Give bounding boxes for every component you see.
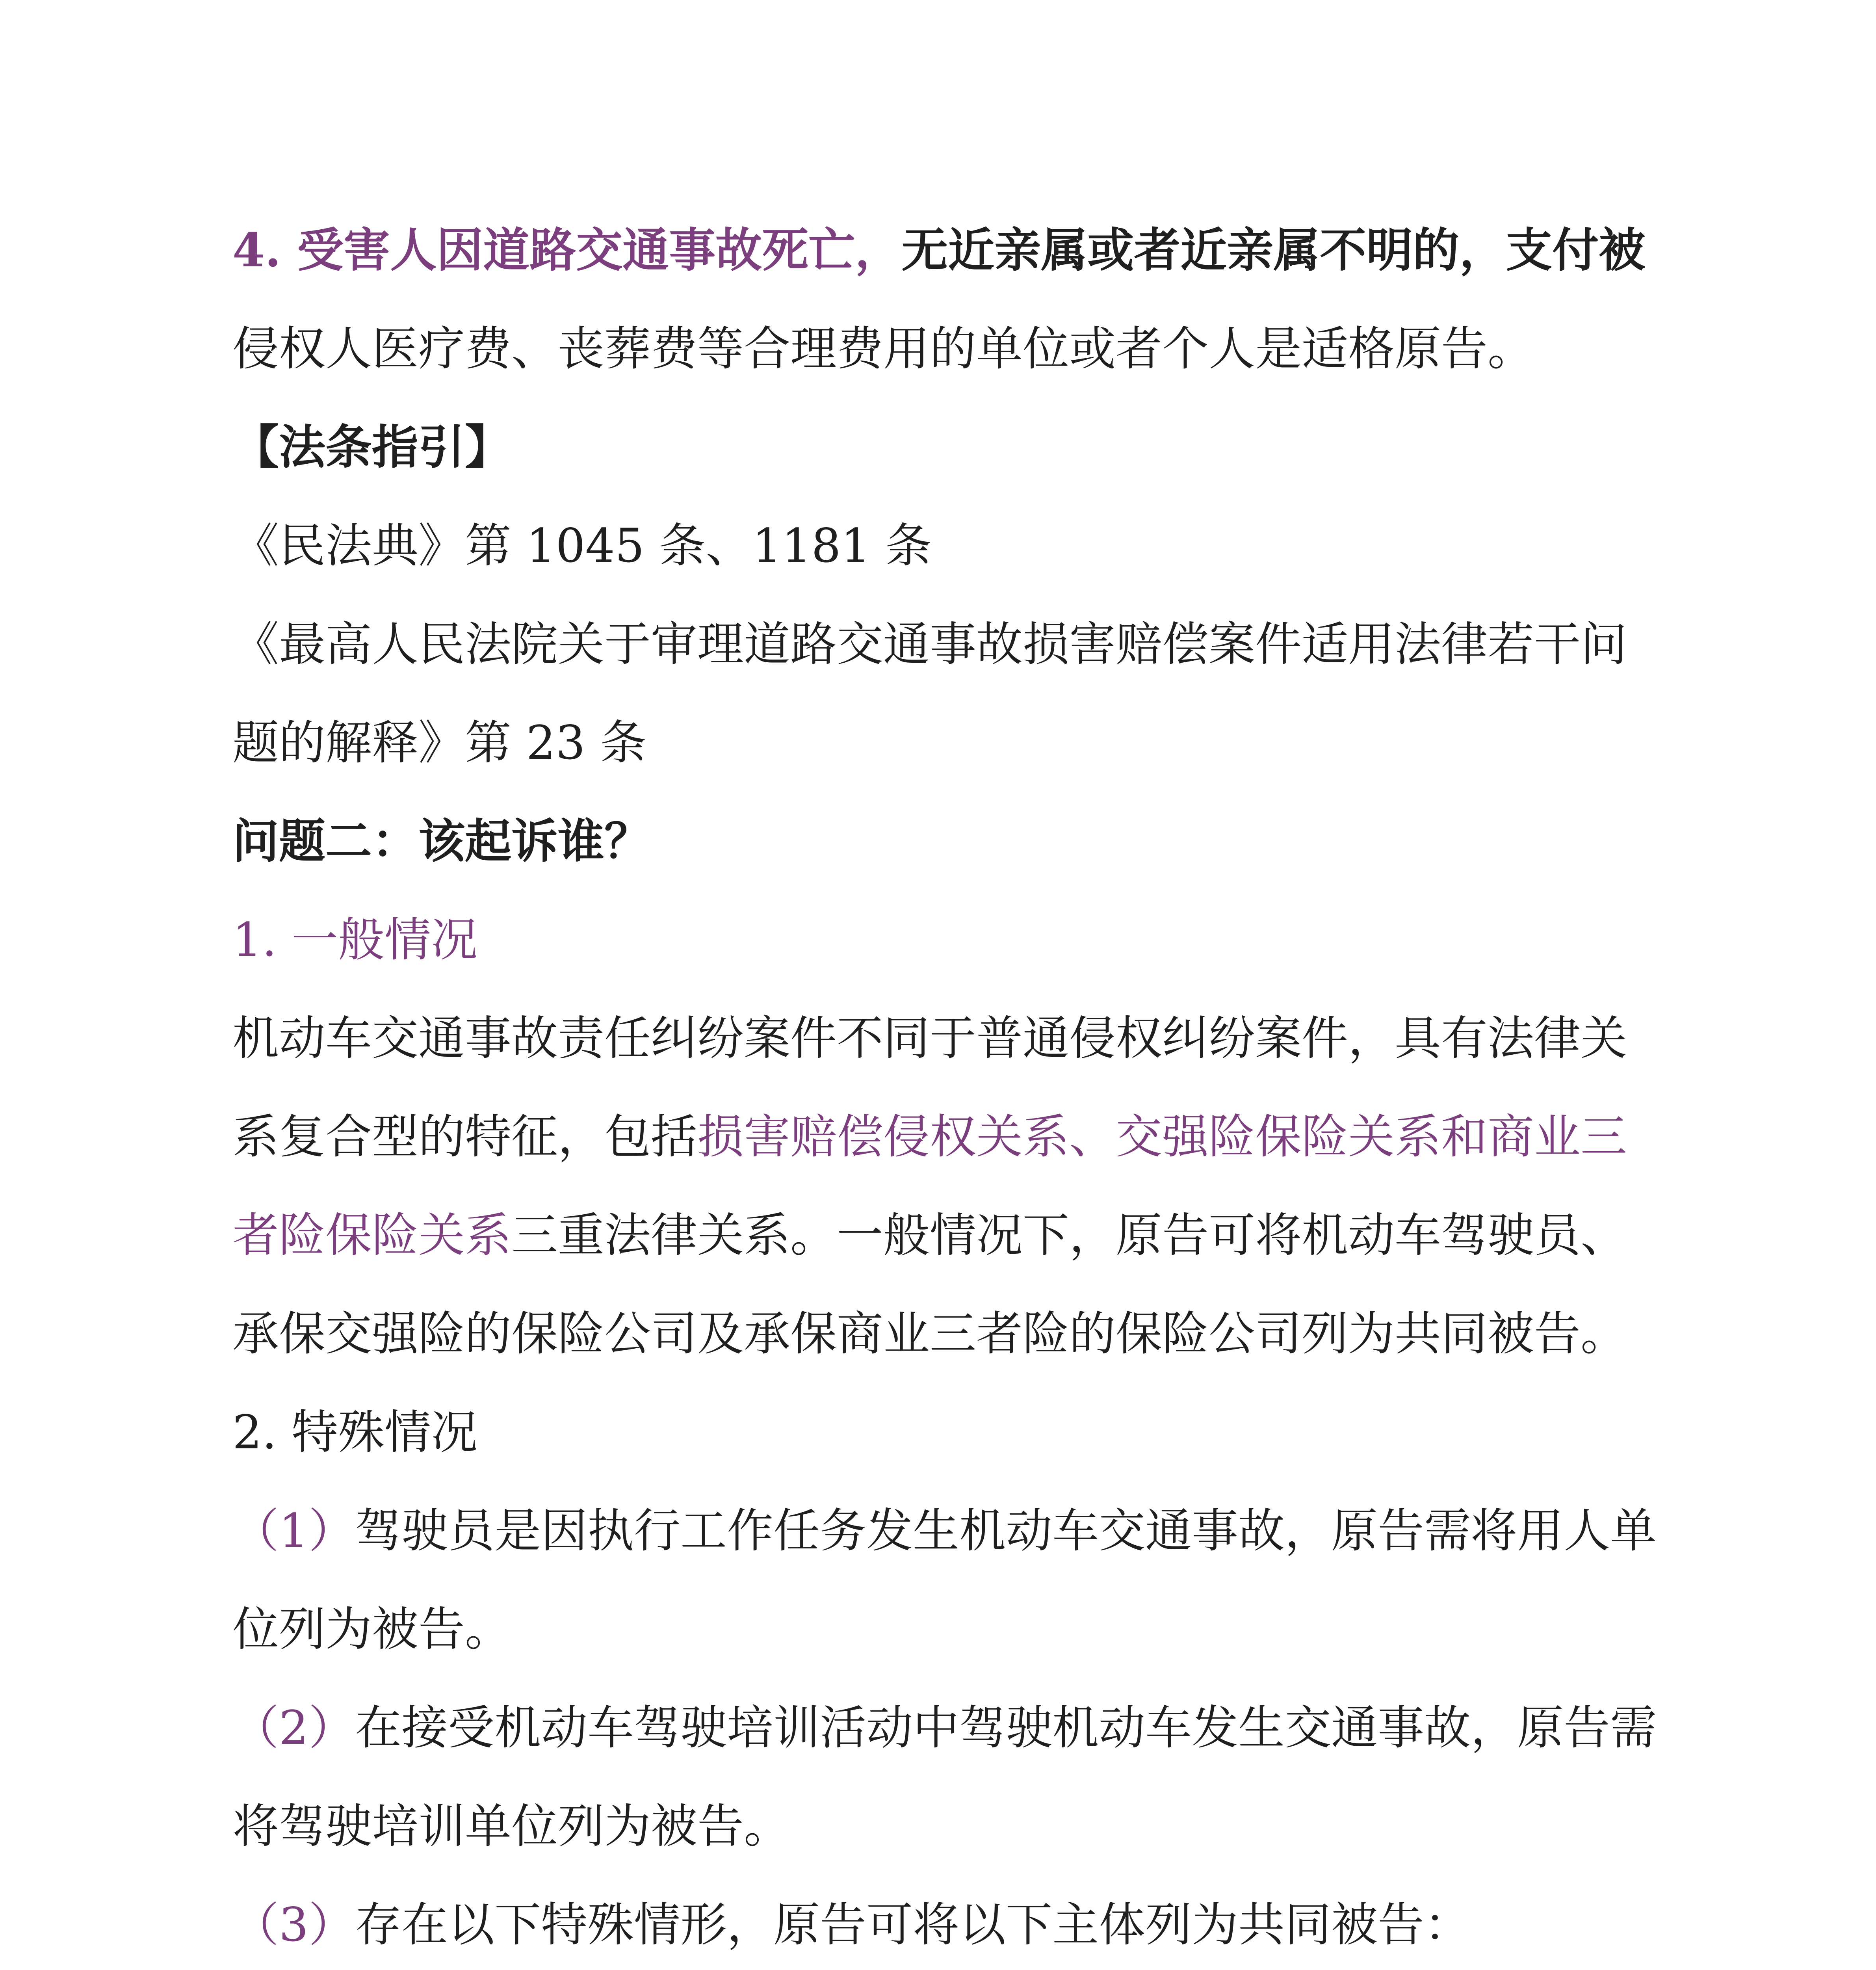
section4-accent-text: 4. 受害人因道路交通事故死亡， — [232, 223, 902, 277]
general-heading: 1. 一般情况 — [232, 913, 478, 967]
general-accent-text: 损害赔偿侵权关系、交强险保险关系和商业三 — [697, 1110, 1627, 1164]
law-guide-heading: 【法条指引】 — [232, 420, 512, 474]
special-item3-line1 — [232, 1895, 1471, 1954]
law-ref-interpretation-line2: 题的解释》第 23 条 — [232, 716, 647, 770]
section4-line2: 侵权人医疗费、丧葬费等合理费用的单位或者个人是适格原告。 — [232, 322, 1534, 376]
general-paragraph-line1: 机动车交通事故责任纠纷案件不同于普通侵权纠纷案件，具有法律关 — [232, 1011, 1627, 1065]
question2-heading: 问题二：该起诉谁？ — [232, 814, 651, 868]
special-item1-number: （1） — [232, 1504, 355, 1558]
general-plain-text: 系复合型的特征，包括 — [232, 1110, 698, 1164]
section4-line1 — [232, 221, 1645, 280]
section4-plain-text: 无近亲属或者近亲属不明的，支付被 — [901, 223, 1646, 277]
special-item2-number: （2） — [232, 1701, 355, 1755]
special-item2-line1 — [232, 1698, 1657, 1757]
special-item3-text: 存在以下特殊情形，原告可将以下主体列为共同被告： — [355, 1898, 1471, 1952]
general-accent-text-2: 者险保险关系 — [232, 1208, 512, 1262]
law-ref-civil-code: 《民法典》第 1045 条、1181 条 — [232, 519, 932, 573]
general-paragraph-line3 — [232, 1206, 1627, 1265]
general-paragraph-line4: 承保交强险的保险公司及承保商业三者险的保险公司列为共同被告。 — [232, 1307, 1627, 1361]
special-item2-text: 在接受机动车驾驶培训活动中驾驶机动车发生交通事故，原告需 — [355, 1701, 1657, 1755]
special-item1-text: 驾驶员是因执行工作任务发生机动车交通事故，原告需将用人单 — [355, 1504, 1657, 1558]
general-paragraph-line2 — [232, 1107, 1627, 1166]
special-item1-line2: 位列为被告。 — [232, 1602, 512, 1656]
special-heading: 2. 特殊情况 — [232, 1405, 478, 1459]
special-item1-line1 — [232, 1501, 1657, 1560]
special-item2-line2: 将驾驶培训单位列为被告。 — [232, 1799, 791, 1853]
general-plain-text-2: 三重法律关系。一般情况下，原告可将机动车驾驶员、 — [511, 1208, 1627, 1262]
special-item3-number: （3） — [232, 1898, 355, 1952]
law-ref-interpretation-line1: 《最高人民法院关于审理道路交通事故损害赔偿案件适用法律若干问 — [232, 617, 1627, 671]
